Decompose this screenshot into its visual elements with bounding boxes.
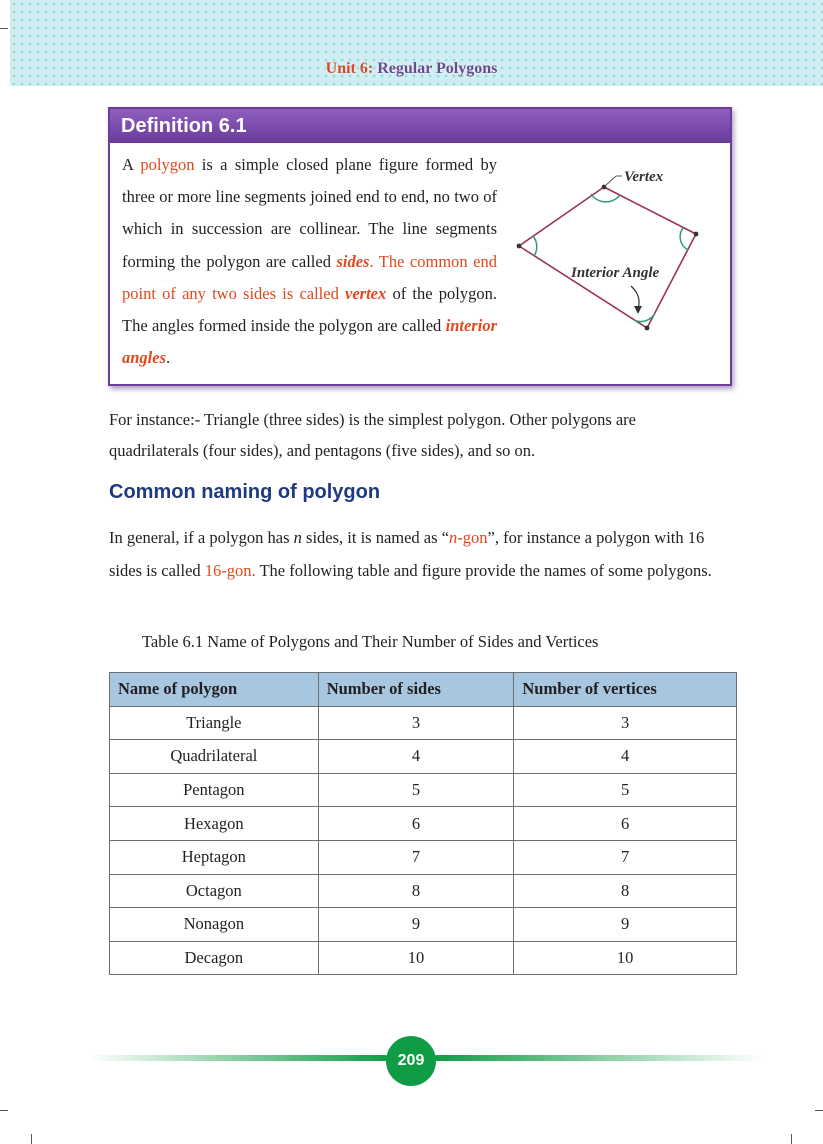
angle-arc-left [533,236,537,256]
table-cell: Nonagon [110,908,319,942]
vertex-leader-line [606,176,616,185]
table-row [110,941,737,975]
ngon-n: n [449,528,458,547]
table-cell: 7 [318,840,514,874]
angle-arc-top [591,194,620,202]
vertex-label: Vertex [624,169,664,185]
term-vertex: vertex [345,283,387,303]
footer-line-right [434,1055,764,1061]
term-polygon: polygon [140,155,195,174]
table-row [110,740,737,774]
naming-text-part: ”, for instance a polygon with 16 sides is called [109,528,705,580]
table-cell: 9 [318,908,514,942]
table-row [110,773,737,807]
naming-text-part: sides, it is named as “ [301,528,450,547]
unit-separator: : [367,60,374,77]
column-header: Number of vertices [514,673,737,707]
section-heading: Common naming of polygon [109,481,381,503]
quadrilateral-shape [519,187,696,328]
table-row [110,807,737,841]
ngon-term [449,528,488,547]
table-cell: 5 [514,773,737,807]
unit-title: Regular Polygons [373,60,498,77]
crop-mark [0,28,8,29]
definition-text [122,149,497,374]
instance-paragraph: For instance:- Triangle (three sides) is the simplest polygon. Other polygons are quadrilaterals (four sides), and pentagons (five sides), and so on. [109,410,637,460]
interior-angle-arrow [631,286,639,309]
definition-text-part: . The common end point of any two sides is called [122,251,498,303]
definition-text-part: . [166,348,171,368]
angle-arc-right [680,228,688,250]
table-row [110,874,737,908]
definition-box [108,107,732,386]
table-cell: 8 [318,874,514,908]
table-cell: 7 [514,840,737,874]
term-interior-angles: interior angles [122,316,497,368]
naming-text-part: In general, if a polygon has [109,528,294,547]
definition-text-part: is a simple closed plane figure formed by three or more line segments joined end to end, no two of which in succession are collinear. The line segments forming the polygon are called [122,155,497,271]
table-row [110,706,737,740]
table-cell: 5 [318,773,514,807]
arrow-head-icon [634,306,642,314]
page-number: 209 [386,1036,436,1086]
vertex-dot [694,232,699,237]
table-row [110,908,737,942]
column-header: Name of polygon [110,673,319,707]
table-cell: 6 [514,807,737,841]
table-cell: Quadrilateral [110,740,319,774]
table-caption: Table 6.1 Name of Polygons and Their Number of Sides and Vertices [142,632,599,651]
running-header [0,60,823,78]
table-cell: 10 [514,941,737,975]
table-cell: 3 [318,706,514,740]
naming-paragraph [109,522,729,587]
table-cell: 6 [318,807,514,841]
table-cell: 4 [318,740,514,774]
crop-mark [31,1134,32,1144]
interior-angle-label: Interior Angle [571,265,660,281]
table-cell: Decagon [110,941,319,975]
table-cell: Pentagon [110,773,319,807]
vertex-dot [645,326,650,331]
definition-text-part: of the polygon. The angles formed inside the polygon are called [122,283,497,336]
table-cell: Octagon [110,874,319,908]
vertex-dot [602,185,607,190]
quadrilateral-diagram [514,155,714,345]
definition-text-part: A [122,155,141,174]
crop-mark [0,1110,8,1111]
table-cell: 9 [514,908,737,942]
polygon-table [109,672,737,975]
table-cell: 8 [514,874,737,908]
n-variable: n [293,528,302,547]
example-term: 16-gon. [204,560,256,580]
definition-title: Definition 6.1 [110,109,730,143]
table-cell: 10 [318,941,514,975]
table-cell: 4 [514,740,737,774]
table-row [110,840,737,874]
unit-label: Unit 6 [325,60,368,77]
vertex-dot [517,244,522,249]
naming-text-part: The following table and figure provide the names of some polygons. [255,560,712,580]
table-cell: Hexagon [110,807,319,841]
table-cell: 3 [514,706,737,740]
crop-mark [815,1110,823,1111]
table-cell: Triangle [110,706,319,740]
footer-line-left [88,1055,388,1061]
crop-mark [791,1134,792,1144]
column-header: Number of sides [318,673,514,707]
table-cell: Heptagon [110,840,319,874]
term-sides: sides [336,251,370,271]
table-header-row [110,673,737,707]
ngon-suffix: -gon [457,528,488,547]
